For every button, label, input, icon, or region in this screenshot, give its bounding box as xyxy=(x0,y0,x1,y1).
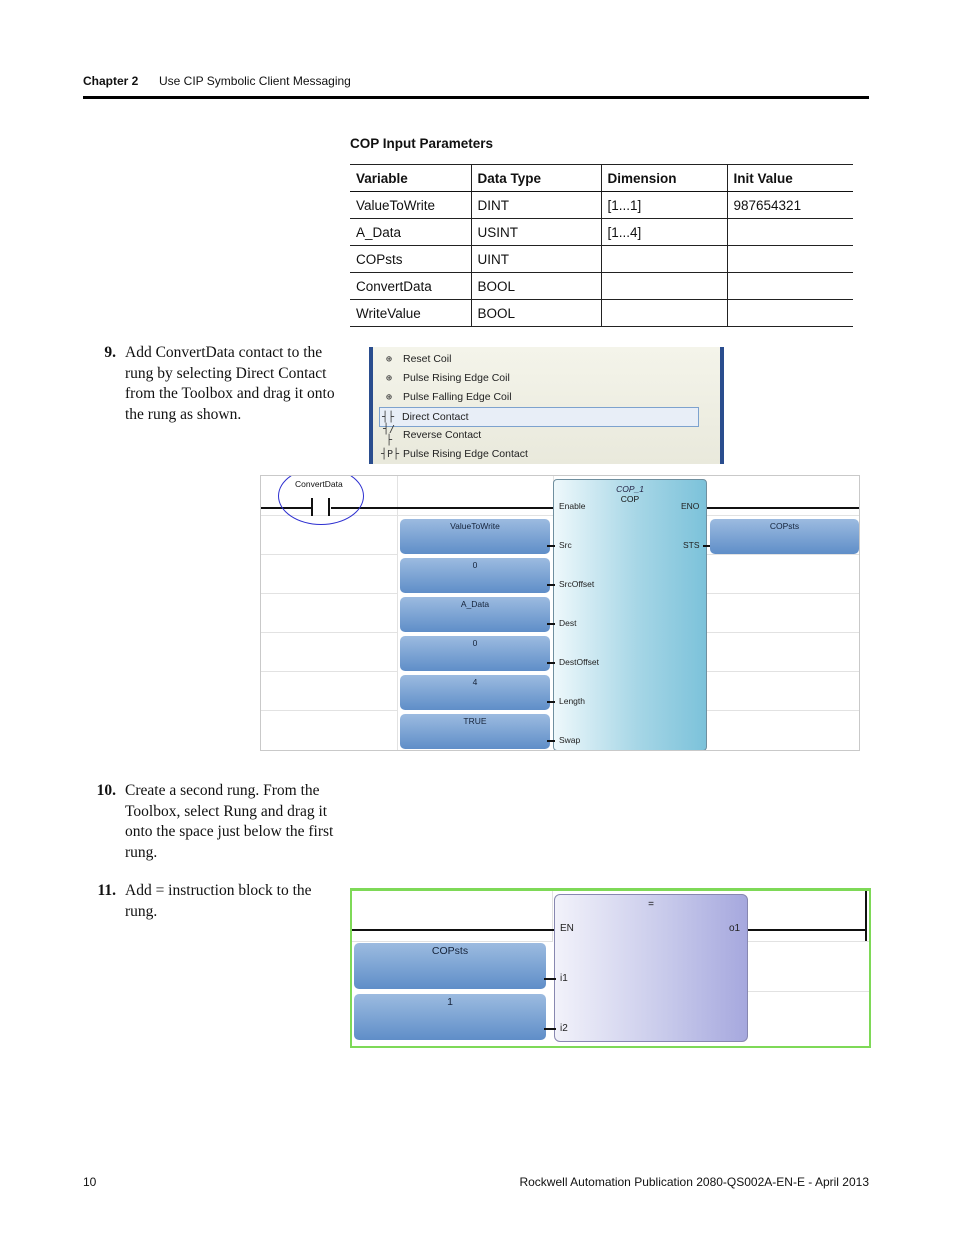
step-text: Add ConvertData contact to the rung by selecting Direct Contact from the Toolbox and drag it onto the rung as shown. xyxy=(125,344,335,423)
block-type: COP xyxy=(620,494,640,504)
page-number: 10 xyxy=(83,1175,97,1189)
grid-cell xyxy=(261,593,398,633)
pin-sts: STS xyxy=(683,540,700,550)
grid-cell xyxy=(748,941,870,992)
block-instance-name: COP_1 xyxy=(616,484,644,494)
step-text: Add = instruction block to the rung. xyxy=(125,882,312,920)
input-variable-destoffset[interactable] xyxy=(400,636,550,671)
step-number: 11. xyxy=(97,882,116,899)
direct-contact-icon: ┤├ xyxy=(381,411,395,423)
equal-function-block[interactable] xyxy=(554,894,748,1042)
toolbox-item-label: Pulse Rising Edge Coil xyxy=(403,372,510,384)
grid-cell xyxy=(748,891,870,942)
output-variable-sts[interactable] xyxy=(710,519,859,554)
table-cell: ConvertData xyxy=(350,273,471,300)
toolbox-item-reset-coil[interactable] xyxy=(381,350,451,368)
table-cell xyxy=(727,300,853,327)
pulse-falling-coil-icon: ⊕ xyxy=(385,391,393,403)
column-header: Dimension xyxy=(601,165,727,192)
pin-o1: o1 xyxy=(729,923,741,934)
pin-wire xyxy=(547,584,555,586)
table-header-row xyxy=(350,165,853,192)
table-caption: COP Input Parameters xyxy=(350,136,494,151)
table-cell: BOOL xyxy=(471,273,601,300)
grid-cell xyxy=(261,554,398,594)
column-header: Init Value xyxy=(727,165,853,192)
table-cell xyxy=(727,219,853,246)
pin-length: Length xyxy=(559,696,585,706)
pin-destoffset: DestOffset xyxy=(559,657,599,667)
grid-cell xyxy=(707,671,860,711)
header-rule xyxy=(83,96,869,99)
table-row xyxy=(350,300,853,327)
cop-parameters-table xyxy=(350,164,853,327)
chapter-label: Chapter 2 xyxy=(83,74,139,88)
pin-enable: Enable xyxy=(559,501,586,511)
table-cell xyxy=(601,300,727,327)
right-power-rail xyxy=(865,891,867,941)
chapter-title: Use CIP Symbolic Client Messaging xyxy=(159,74,351,88)
table-cell xyxy=(727,273,853,300)
input-variable-length[interactable] xyxy=(400,675,550,710)
toolbox-item-label: Pulse Rising Edge Contact xyxy=(403,448,528,460)
reverse-contact-icon: ┤/├ xyxy=(382,424,396,446)
pin-swap: Swap xyxy=(559,735,581,745)
variable-label: 0 xyxy=(472,638,478,648)
rung-wire xyxy=(746,929,867,931)
input-variable-i2[interactable] xyxy=(354,994,546,1040)
table-cell: 987654321 xyxy=(727,192,853,219)
grid-cell xyxy=(352,891,553,942)
pin-en: EN xyxy=(560,923,574,934)
step-text: Create a second rung. From the Toolbox, select Rung and drag it onto the space just below the first rung. xyxy=(125,782,334,861)
table-cell xyxy=(727,246,853,273)
pin-srcoffset: SrcOffset xyxy=(559,579,595,589)
grid-cell xyxy=(707,593,860,633)
variable-label: COPsts xyxy=(769,521,800,531)
table-cell: A_Data xyxy=(350,219,471,246)
pin-wire xyxy=(547,701,555,703)
toolbox-item-label: Reverse Contact xyxy=(403,429,482,441)
pin-wire xyxy=(544,1028,556,1030)
input-variable-dest[interactable] xyxy=(400,597,550,632)
pin-src: Src xyxy=(559,540,572,550)
rung-wire xyxy=(707,507,859,509)
step-number: 10. xyxy=(96,782,116,799)
grid-cell xyxy=(707,554,860,594)
toolbox-item-pulse-falling-coil[interactable] xyxy=(381,388,512,406)
grid-cell xyxy=(261,671,398,711)
variable-label: 4 xyxy=(472,677,478,687)
pin-wire xyxy=(544,978,556,980)
table-cell: WriteValue xyxy=(350,300,471,327)
toolbox-panel xyxy=(369,347,724,464)
contact-label[interactable]: ConvertData xyxy=(295,479,343,489)
toolbox-item-reverse-contact[interactable] xyxy=(381,426,481,444)
variable-label: ValueToWrite xyxy=(450,521,500,531)
table-cell: COPsts xyxy=(350,246,471,273)
input-variable-swap[interactable] xyxy=(400,714,550,749)
column-header: Variable xyxy=(350,165,471,192)
grid-cell xyxy=(261,632,398,672)
grid-cell xyxy=(261,710,398,751)
variable-label: 0 xyxy=(472,560,478,570)
table-cell: [1...4] xyxy=(601,219,727,246)
step-number: 9. xyxy=(104,344,116,361)
pin-eno: ENO xyxy=(681,501,700,511)
grid-cell xyxy=(707,476,860,516)
rung-wire xyxy=(352,929,554,931)
variable-label: A_Data xyxy=(460,599,490,609)
grid-cell xyxy=(748,991,870,1047)
table-cell: [1...1] xyxy=(601,192,727,219)
table-row xyxy=(350,219,853,246)
grid-cell xyxy=(397,476,554,516)
ladder-rung-2 xyxy=(350,888,871,1048)
cop-function-block[interactable] xyxy=(553,479,707,751)
pulse-rising-coil-icon: ⊕ xyxy=(385,372,393,384)
table-cell: USINT xyxy=(471,219,601,246)
toolbox-item-label: Pulse Falling Edge Coil xyxy=(403,391,512,403)
table-row xyxy=(350,246,853,273)
ladder-rung-1 xyxy=(260,475,860,751)
block-type: = xyxy=(648,899,654,910)
publication-info: Rockwell Automation Publication 2080-QS002A-EN-E - April 2013 xyxy=(519,1175,869,1189)
table-cell: DINT xyxy=(471,192,601,219)
table-row xyxy=(350,273,853,300)
rung-wire xyxy=(331,507,553,509)
table-row xyxy=(350,192,853,219)
toolbox-item-pulse-rising-contact[interactable] xyxy=(381,445,528,463)
table-cell xyxy=(601,273,727,300)
variable-label: TRUE xyxy=(463,716,487,726)
pin-dest: Dest xyxy=(559,618,577,628)
pin-wire xyxy=(547,740,555,742)
pin-wire xyxy=(547,545,555,547)
pin-wire xyxy=(547,662,555,664)
input-variable-i1[interactable] xyxy=(354,943,546,989)
variable-label: COPsts xyxy=(431,945,469,957)
toolbox-item-label: Reset Coil xyxy=(403,353,452,365)
grid-cell xyxy=(707,632,860,672)
variable-label: 1 xyxy=(447,996,453,1008)
pulse-rising-contact-icon: ┤P├ xyxy=(381,448,400,460)
input-variable-srcoffset[interactable] xyxy=(400,558,550,593)
table-cell xyxy=(601,246,727,273)
pin-wire xyxy=(547,623,555,625)
table-cell: UINT xyxy=(471,246,601,273)
toolbox-item-pulse-rising-coil[interactable] xyxy=(381,369,510,387)
toolbox-item-label: Direct Contact xyxy=(402,411,469,423)
table-cell: BOOL xyxy=(471,300,601,327)
pin-i2: i2 xyxy=(560,1023,568,1034)
input-variable-src[interactable] xyxy=(400,519,550,554)
table-cell: ValueToWrite xyxy=(350,192,471,219)
column-header: Data Type xyxy=(471,165,601,192)
toolbox-item-direct-contact[interactable] xyxy=(379,407,699,427)
pin-i1: i1 xyxy=(560,973,568,984)
reset-coil-icon: ⊕ xyxy=(385,353,393,365)
